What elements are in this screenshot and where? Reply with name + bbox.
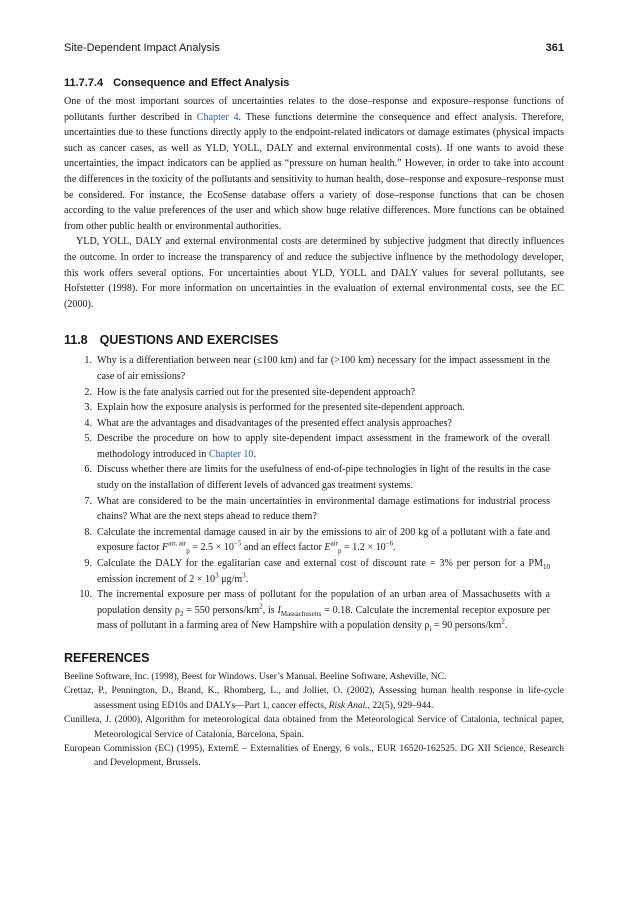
unit-text: μg/m	[218, 573, 243, 585]
paragraph-1-text-a: One of the most important sources of uncertainties relates to the dose–response and exposure–response functions of pollutants further described in	[64, 96, 564, 123]
pm-subscript: 10	[543, 563, 550, 572]
section-title: QUESTIONS AND EXERCISES	[99, 333, 279, 348]
section-number: 11.8	[64, 333, 88, 348]
question-text: Describe the procedure on how to apply site-dependent impact assessment in the framework of the overall methodology introduced in	[97, 433, 550, 460]
symbol-f-superscript: air, air	[168, 540, 187, 549]
references-list	[64, 670, 564, 771]
question-number: 5.	[84, 433, 92, 445]
paragraph-1	[64, 94, 564, 234]
reference-text-end: , 22(5), 929–944.	[367, 700, 434, 711]
question-text-end: .	[504, 620, 508, 632]
question-text: Calculate the DALY for the egalitarian case and external cost of discount rate = 3% per person for a PM	[97, 558, 543, 570]
symbol-i-subscript: Massachusetts	[280, 609, 322, 618]
symbol-f: F	[162, 542, 169, 554]
question-text-mid: = 0.18. Calculate the incremental receptor exposure per mass of pollutant in a farming area of New Hampshire with a population density ρ	[97, 604, 550, 632]
question-item	[64, 353, 564, 384]
reference-item: Beeline Software, Inc. (1998), Beest for Windows. User’s Manual. Beeline Software, Asheville, NC.	[64, 672, 447, 682]
question-number: 7.	[84, 495, 92, 507]
question-item	[64, 431, 564, 462]
question-item	[64, 525, 564, 556]
question-number: 2.	[84, 386, 92, 398]
references-heading: REFERENCES	[64, 651, 150, 665]
question-number: 1.	[84, 355, 92, 367]
question-item	[64, 587, 564, 634]
question-text: Explain how the exposure analysis is performed for the presented site-dependent approach.	[97, 402, 465, 414]
question-number: 8.	[84, 526, 92, 538]
question-item	[64, 556, 564, 587]
main-content	[64, 76, 564, 771]
question-text-mid: , is	[262, 604, 278, 616]
f-exponent: −5	[233, 540, 242, 549]
unit-exponent: 3	[242, 571, 246, 580]
f-value: = 2.5 × 10	[189, 542, 234, 554]
paragraph-1-text-b: . These functions determine the consequence and effect analysis. Therefore, uncertainties due to these functions directly apply to the endpoint-related indicators or damage estimates (physical impacts such as cancer cases, as well as YLD, YOLL, DALY and external environmental costs). If one wants to avoid these uncertainties, the impact indicators can be applied as “pressure on human health.” However, in order to take into account the differences in the toxicity of the pollutants and sensitivity to human health, dose–response and exposure–response must be considered. For instance, the EcoSense database offers a variety of dose–response functions that can be chosen according to the value preferences of the user and which show huge relative differences. More functions can be obtained from other public health or environmental authorities.	[64, 111, 564, 232]
rho-subscript-2: i	[429, 625, 432, 634]
question-text: What are considered to be the main uncertainties in environmental damage estimations for industrial process chains? What are the next steps ahead to reduce them?	[97, 495, 550, 523]
km-exponent-2: 2	[501, 618, 505, 627]
chapter-10-link[interactable]: Chapter 10	[208, 448, 254, 460]
running-title: Site-Dependent Impact Analysis	[64, 42, 220, 54]
reference-item: European Commission (EC) (1995), ExternE – Externalities of Energy, 6 vols., EUR 16520-162525. DG XII Science, Research and Development, Brussels.	[64, 744, 564, 769]
km-exponent: 2	[259, 602, 263, 611]
chapter-4-link[interactable]: Chapter 4	[196, 111, 239, 123]
question-number: 4.	[84, 417, 92, 429]
question-text: Discuss whether there are limits for the usefulness of end-of-pipe technologies in light of the results in the case study on the installation of different levels of advanced gas treatment systems.	[97, 464, 550, 492]
question-text: What are the advantages and disadvantages of the presented effect analysis approaches?	[97, 417, 452, 429]
question-item	[64, 462, 564, 493]
symbol-f-subscript: p	[186, 547, 190, 556]
question-text-end: .	[253, 448, 256, 460]
question-text: Calculate the incremental damage caused in air by the emissions to air of 200 kg of a pollutant with a fate and exposure factor	[97, 526, 550, 554]
question-item	[64, 416, 564, 432]
page-number: 361	[545, 42, 564, 54]
section-heading	[64, 332, 564, 348]
reference-item: Cunillera, J. (2000), Algorithm for meteorological data obtained from the Meteorological Service of Catalonia, technical paper, Meteorological Service of Catalonia, Barcelona, Spain.	[64, 715, 564, 740]
question-text-end: .	[393, 542, 396, 554]
question-text: How is the fate analysis carried out for the presented site-dependent approach?	[97, 386, 416, 398]
question-text: The incremental exposure per mass of pollutant for the population of an urban area of Massachusetts with a population density ρ	[97, 589, 550, 616]
running-head	[64, 42, 564, 58]
question-text: Why is a differentiation between near (≤100 km) and far (>100 km) necessary for the impact assessment in the case of air emissions?	[97, 355, 550, 382]
paragraph-2: YLD, YOLL, DALY and external environmental costs are determined by subjective judgment that directly influences the outcome. In order to increase the transparency of and reduce the subjective influence by the methodology developer, this work offers several options. For uncertainties about YLD, YOLL and DALY values for several pollutants, see Hofstetter (1998). For more information on uncertainties in the evaluation of external environmental costs, see the EC (2000).	[64, 236, 564, 310]
question-item	[64, 494, 564, 525]
reference-journal: Risk Anal.	[328, 700, 368, 711]
subsection-heading	[64, 76, 564, 90]
e-exponent: −6	[385, 540, 394, 549]
e-value: = 1.2 × 10	[341, 542, 386, 554]
increment-exponent: 3	[215, 571, 219, 580]
question-text-mid: = 550 persons/km	[183, 604, 260, 616]
question-item	[64, 400, 564, 416]
rho-subscript: 2	[179, 609, 184, 618]
question-number: 9.	[84, 558, 92, 570]
questions-list	[64, 353, 564, 634]
reference-text: Crettaz, P., Pennington, D., Brand, K., Rhomberg, L., and Jolliet, O. (2002), Assessing human health response in life-cycle assessment using ED10s and DALYs—Part 1, cancer effects,	[64, 686, 564, 711]
symbol-e: E	[324, 542, 331, 554]
question-text-mid: emission increment of 2 × 10	[97, 573, 216, 585]
symbol-e-superscript: air	[330, 540, 338, 549]
subsection-title: Consequence and Effect Analysis	[113, 77, 290, 89]
question-text-mid: = 90 persons/km	[431, 620, 502, 632]
question-number: 10.	[79, 589, 92, 601]
question-text-end: .	[245, 573, 249, 585]
question-text-mid: and an effect factor	[241, 542, 325, 554]
question-number: 6.	[84, 464, 92, 476]
symbol-i: I	[277, 604, 281, 616]
question-number: 3.	[84, 402, 92, 414]
reference-item	[64, 684, 564, 713]
symbol-e-subscript: p	[337, 547, 342, 556]
question-item	[64, 385, 564, 401]
subsection-number: 11.7.7.4	[64, 77, 104, 89]
